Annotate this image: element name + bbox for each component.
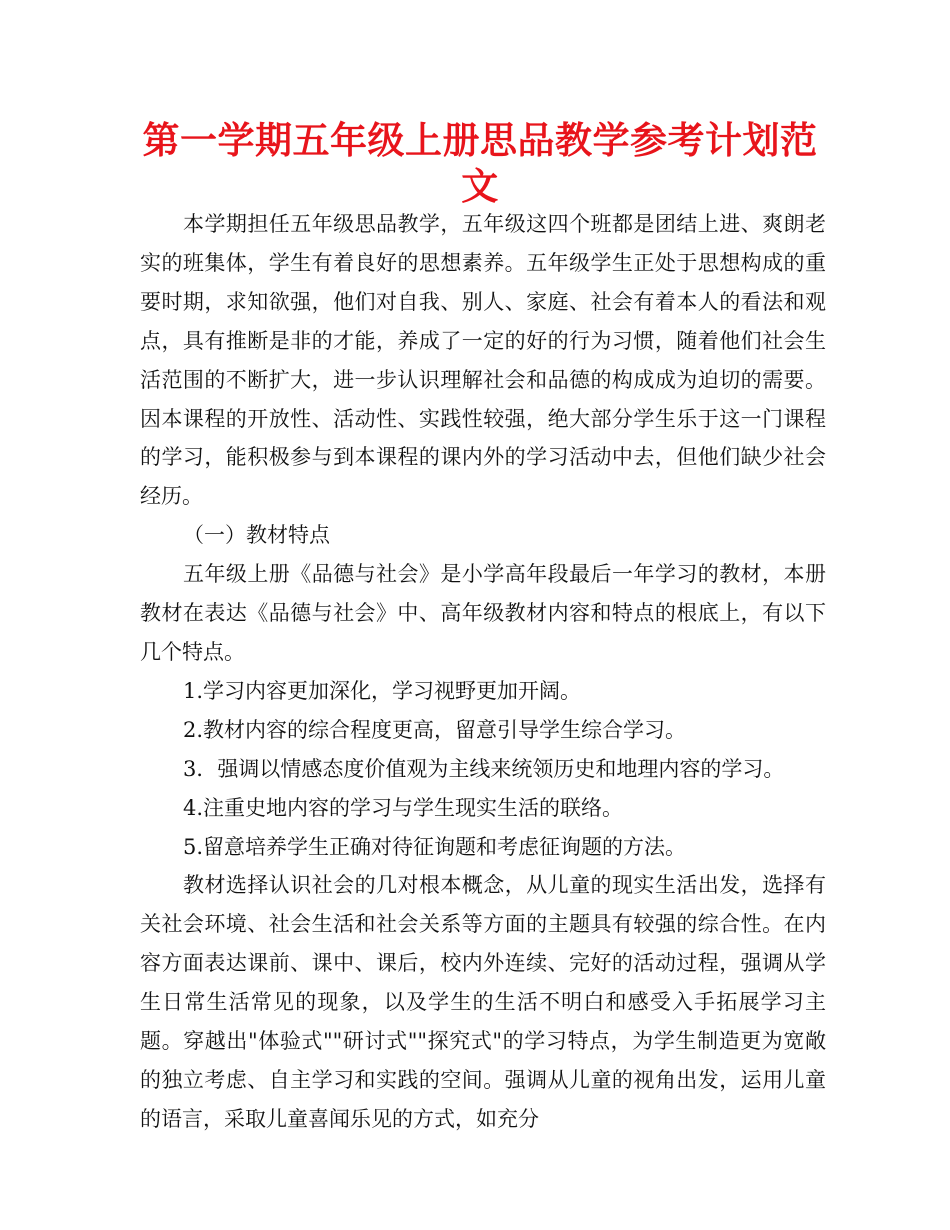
section-heading-textbook-features: （一）教材特点 [183,523,330,548]
feature-item-3: 3．强调以情感态度价值观为主线来统领历史和地理内容的学习。 [183,756,785,781]
content-description-paragraph: 教材选择认识社会的几对根本概念，从儿童的现实生活出发，选择有关社会环境、社会生活和社会关系等方面的主题具有较强的综合性。在内容方面表达课前、课中、课后，校内外连续、完好的活动过程，强调从学生日常生活常见的现象，以及学生的生活不明白和感受入手拓展学习主题。穿越出"体验式""研讨式""探究式"的学习特点，为学生制造更为宽敞的独立考虑、自主学习和实践的空间。强调从儿童的视角出发，运用儿童的语言，采取儿童喜闻乐见的方式，如充分 [140,873,826,1131]
feature-item-5: 5.留意培养学生正确对待征询题和考虑征询题的方法。 [183,834,687,859]
feature-item-1: 1.学习内容更加深化，学习视野更加开阔。 [183,678,582,703]
feature-item-2: 2.教材内容的综合程度更高，留意引导学生综合学习。 [183,717,687,742]
textbook-overview-paragraph: 五年级上册《品德与社会》是小学高年段最后一年学习的教材，本册教材在表达《品德与社会》中、高年级教材内容和特点的根底上，有以下几个特点。 [140,562,826,664]
feature-item-4: 4.注重史地内容的学习与学生现实生活的联络。 [183,795,624,820]
intro-paragraph: 本学期担任五年级思品教学，五年级这四个班都是团结上进、爽朗老实的班集体，学生有着良好的思想素养。五年级学生正处于思想构成的重要时期，求知欲强，他们对自我、别人、家庭、社会有着本人的看法和观点，具有推断是非的才能，养成了一定的好的行为习惯，随着他们社会生活范围的不断扩大，进一步认识理解社会和品德的构成成为迫切的需要。因本课程的开放性、活动性、实践性较强，绝大部分学生乐于这一门课程的学习，能积极参与到本课程的课内外的学习活动中去，但他们缺少社会经历。 [140,212,826,509]
document-title: 第一学期五年级上册思品教学参考计划范文 [142,119,818,208]
document-body [140,205,826,1139]
